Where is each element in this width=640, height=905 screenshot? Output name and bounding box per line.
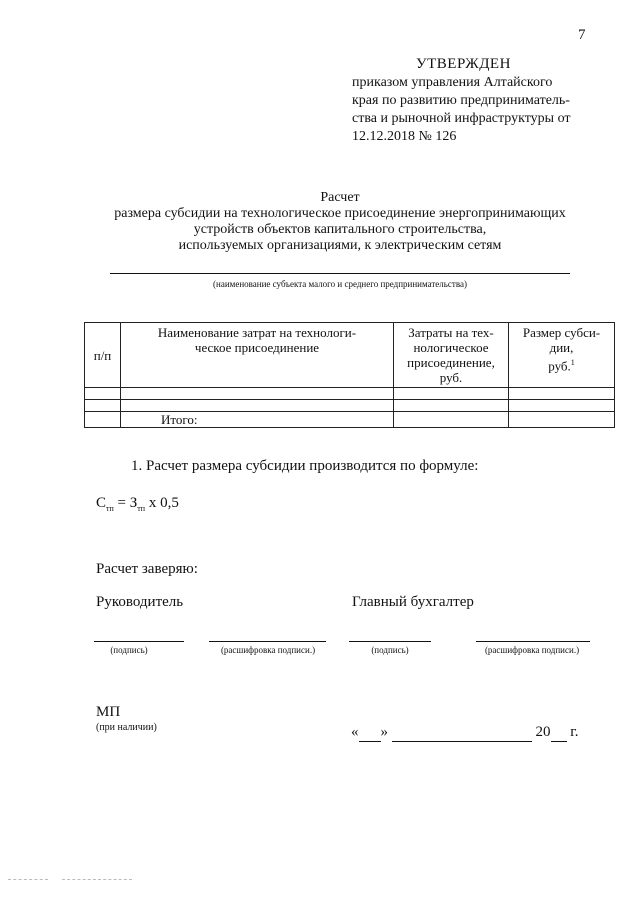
accountant-decode-line[interactable] [476, 641, 590, 642]
approval-line: 12.12.2018 № 126 [352, 129, 457, 144]
head-decode-line[interactable] [209, 641, 326, 642]
subject-caption: (наименование субъекта малого и среднего предпринимательства) [213, 279, 467, 289]
title-line: Расчет [320, 190, 360, 205]
title-line: используемых организациями, к электрическим сетям [178, 238, 502, 253]
header-name-line: ческое присоединение [194, 340, 320, 355]
cost-table [84, 322, 615, 428]
year-prefix: 20 [535, 724, 551, 740]
footnote-marker: 1 [570, 358, 575, 367]
date-close-quote: » [380, 724, 388, 740]
approval-order-text [352, 74, 596, 146]
table-row [85, 400, 615, 412]
footer-divider [62, 879, 132, 880]
certify-label: Расчет заверяю: [96, 561, 198, 577]
formula-intro: 1. Расчет размера субсидии производится по формуле: [131, 458, 479, 474]
table-cell[interactable] [509, 412, 615, 428]
approval-line: ства и рыночной инфраструктуры от [352, 111, 571, 126]
formula-right-sub: тп [137, 504, 146, 513]
stamp-note: (при наличии) [96, 722, 157, 733]
header-cost-line: нологическое [413, 340, 489, 355]
header-subsidy-line [513, 355, 610, 373]
formula-rest: х 0,5 [145, 495, 179, 511]
date-row [351, 724, 591, 742]
header-cost-line: Затраты на тех- [408, 325, 494, 340]
header-subsidy-line: дии, [549, 340, 574, 355]
header-cost-line: присоединение, [407, 355, 495, 370]
year-suffix: г. [566, 724, 579, 740]
table-cell[interactable] [85, 400, 121, 412]
date-open-quote: « [351, 724, 359, 740]
head-decode-caption: (расшифровка подписи.) [220, 645, 316, 655]
header-name-line: Наименование затрат на технологи- [157, 325, 357, 340]
title-line: устройств объектов капитального строительства, [193, 222, 487, 237]
total-label: Итого: [121, 412, 394, 428]
day-field[interactable] [359, 724, 381, 742]
formula [96, 495, 179, 513]
header-num: п/п [85, 323, 121, 388]
approval-heading: УТВЕРЖДЕН [416, 56, 511, 72]
table-cell[interactable] [509, 388, 615, 400]
formula-equals: = [113, 495, 130, 511]
formula-right-symbol: З [129, 495, 138, 511]
document-title [60, 190, 620, 254]
stamp-label: МП [96, 704, 121, 720]
table-total-row [85, 412, 615, 428]
table-row [85, 388, 615, 400]
header-subsidy [509, 323, 615, 388]
accountant-label: Главный бухгалтер [352, 594, 474, 610]
accountant-signature-caption: (подпись) [371, 645, 409, 655]
table-cell[interactable] [394, 388, 509, 400]
head-signature-caption: (подпись) [110, 645, 148, 655]
header-subsidy-line: Размер субси- [522, 325, 601, 340]
formula-left-symbol: С [96, 495, 107, 511]
page-number: 7 [578, 27, 586, 43]
table-cell[interactable] [121, 400, 394, 412]
header-subsidy-unit: руб. [548, 358, 571, 374]
subject-name-line [110, 273, 570, 274]
approval-line: края по развитию предприниматель- [352, 93, 570, 108]
table-cell[interactable] [121, 388, 394, 400]
accountant-decode-caption: (расшифровка подписи.) [484, 645, 580, 655]
accountant-signature-line[interactable] [349, 641, 431, 642]
year-field[interactable] [551, 724, 567, 742]
head-label: Руководитель [96, 594, 184, 610]
head-signature-line[interactable] [94, 641, 184, 642]
table-cell [85, 412, 121, 428]
month-field[interactable] [392, 724, 532, 742]
table-cell[interactable] [509, 400, 615, 412]
approval-line: приказом управления Алтайского [352, 75, 553, 90]
header-name [121, 323, 394, 388]
header-cost-line: руб. [439, 370, 463, 385]
title-line: размера субсидии на технологическое присоединение энергопринимающих [114, 206, 566, 221]
table-cell[interactable] [85, 388, 121, 400]
footer-divider [8, 879, 48, 880]
table-header-row [85, 323, 615, 388]
table-cell[interactable] [394, 412, 509, 428]
table-cell[interactable] [394, 400, 509, 412]
header-cost [394, 323, 509, 388]
formula-left-sub: тп [106, 504, 114, 513]
